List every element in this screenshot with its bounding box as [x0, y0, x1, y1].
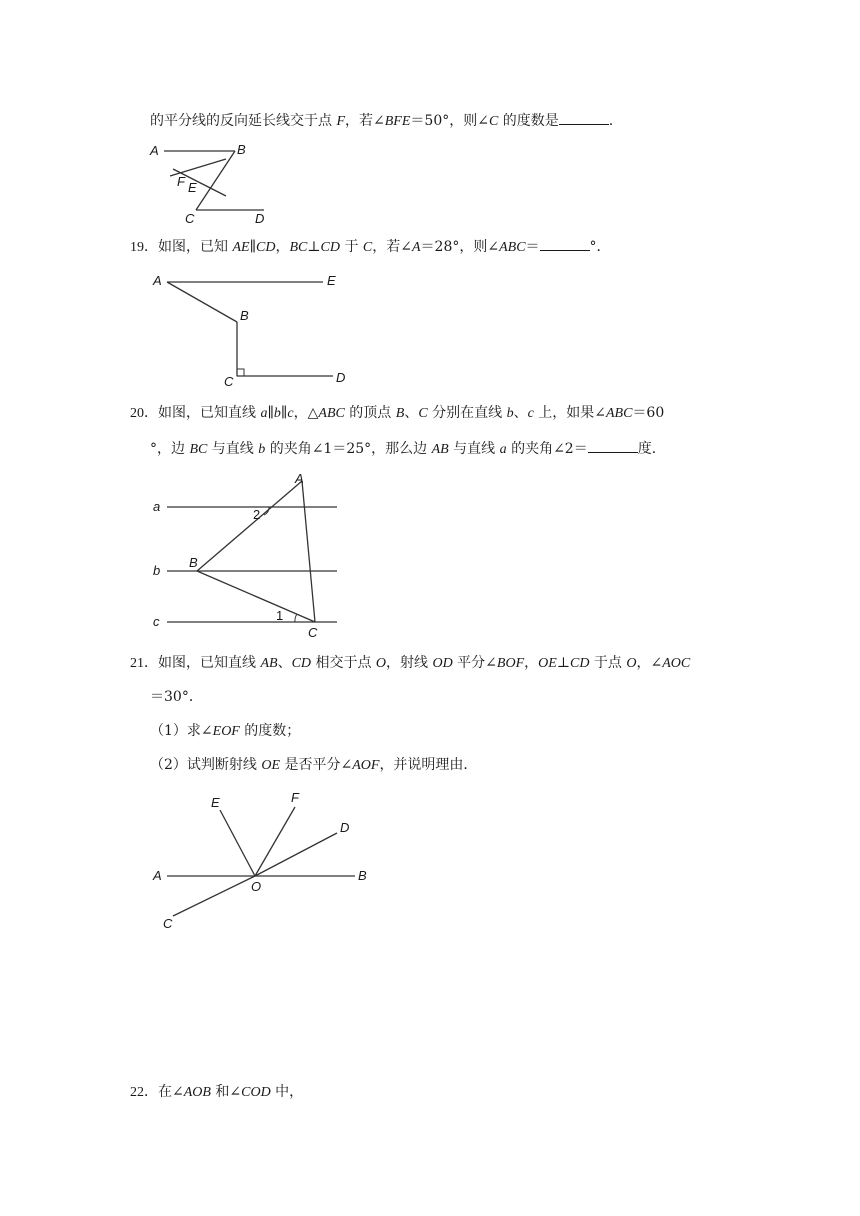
svg-text:c: c — [153, 614, 160, 629]
svg-text:F: F — [177, 174, 185, 189]
svg-text:C: C — [224, 374, 234, 388]
svg-text:1: 1 — [276, 608, 284, 623]
answer-blank[interactable] — [588, 438, 638, 453]
svg-text:A: A — [153, 273, 162, 288]
svg-text:D: D — [340, 820, 350, 835]
svg-text:B: B — [358, 868, 367, 883]
svg-text:2: 2 — [253, 507, 261, 522]
q18-text: 的平分线的反向延长线交于点 F，若∠BFE＝50°，则∠C 的度数是 . — [150, 110, 613, 132]
svg-text:A: A — [150, 143, 159, 158]
svg-text:B: B — [237, 142, 246, 157]
q19-figure — [145, 268, 365, 388]
q20-text-line2: °，边 BC 与直线 b 的夹角∠1＝25°，那么边 AB 与直线 a 的夹角∠2＝ 度． — [150, 438, 666, 460]
svg-text:E: E — [188, 180, 197, 195]
svg-text:C: C — [163, 916, 173, 931]
svg-text:A: A — [295, 471, 304, 486]
q21-figure — [145, 786, 385, 936]
svg-text:F: F — [291, 790, 299, 805]
q18-figure — [140, 136, 280, 228]
svg-text:A: A — [153, 868, 162, 883]
q22-text: 22．在∠AOB 和∠COD 中， — [130, 1084, 304, 1100]
q21-sub2: （2）试判断射线 OE 是否平分∠AOF，并说明理由． — [150, 757, 478, 773]
answer-blank[interactable] — [559, 110, 609, 125]
q19-text: 19．如图，已知 AE∥CD，BC⊥CD 于 C，若∠A＝28°，则∠ABC＝ °． — [130, 236, 611, 258]
svg-text:B: B — [189, 555, 198, 570]
svg-text:E: E — [211, 795, 220, 810]
svg-text:b: b — [153, 563, 161, 578]
svg-text:O: O — [251, 879, 262, 894]
svg-text:B: B — [240, 308, 249, 323]
svg-text:D: D — [255, 211, 265, 226]
svg-text:C: C — [308, 625, 318, 640]
answer-blank[interactable] — [540, 236, 590, 251]
q21-text-line2: ＝30°． — [150, 689, 203, 705]
q21-sub1: （1）求∠EOF 的度数； — [150, 723, 301, 739]
svg-text:C: C — [185, 211, 195, 226]
q20-figure — [145, 470, 355, 642]
svg-text:E: E — [327, 273, 336, 288]
q21-text-line1: 21．如图，已知直线 AB、CD 相交于点 O，射线 OD 平分∠BOF，OE⊥CD 于点 O，∠AOC — [130, 655, 691, 671]
svg-text:D: D — [336, 370, 346, 385]
q20-text-line1: 20．如图，已知直线 a∥b∥c，△ABC 的顶点 B、C 分别在直线 b、c 上，如果∠ABC＝60 — [130, 405, 665, 421]
svg-text:a: a — [153, 499, 161, 514]
